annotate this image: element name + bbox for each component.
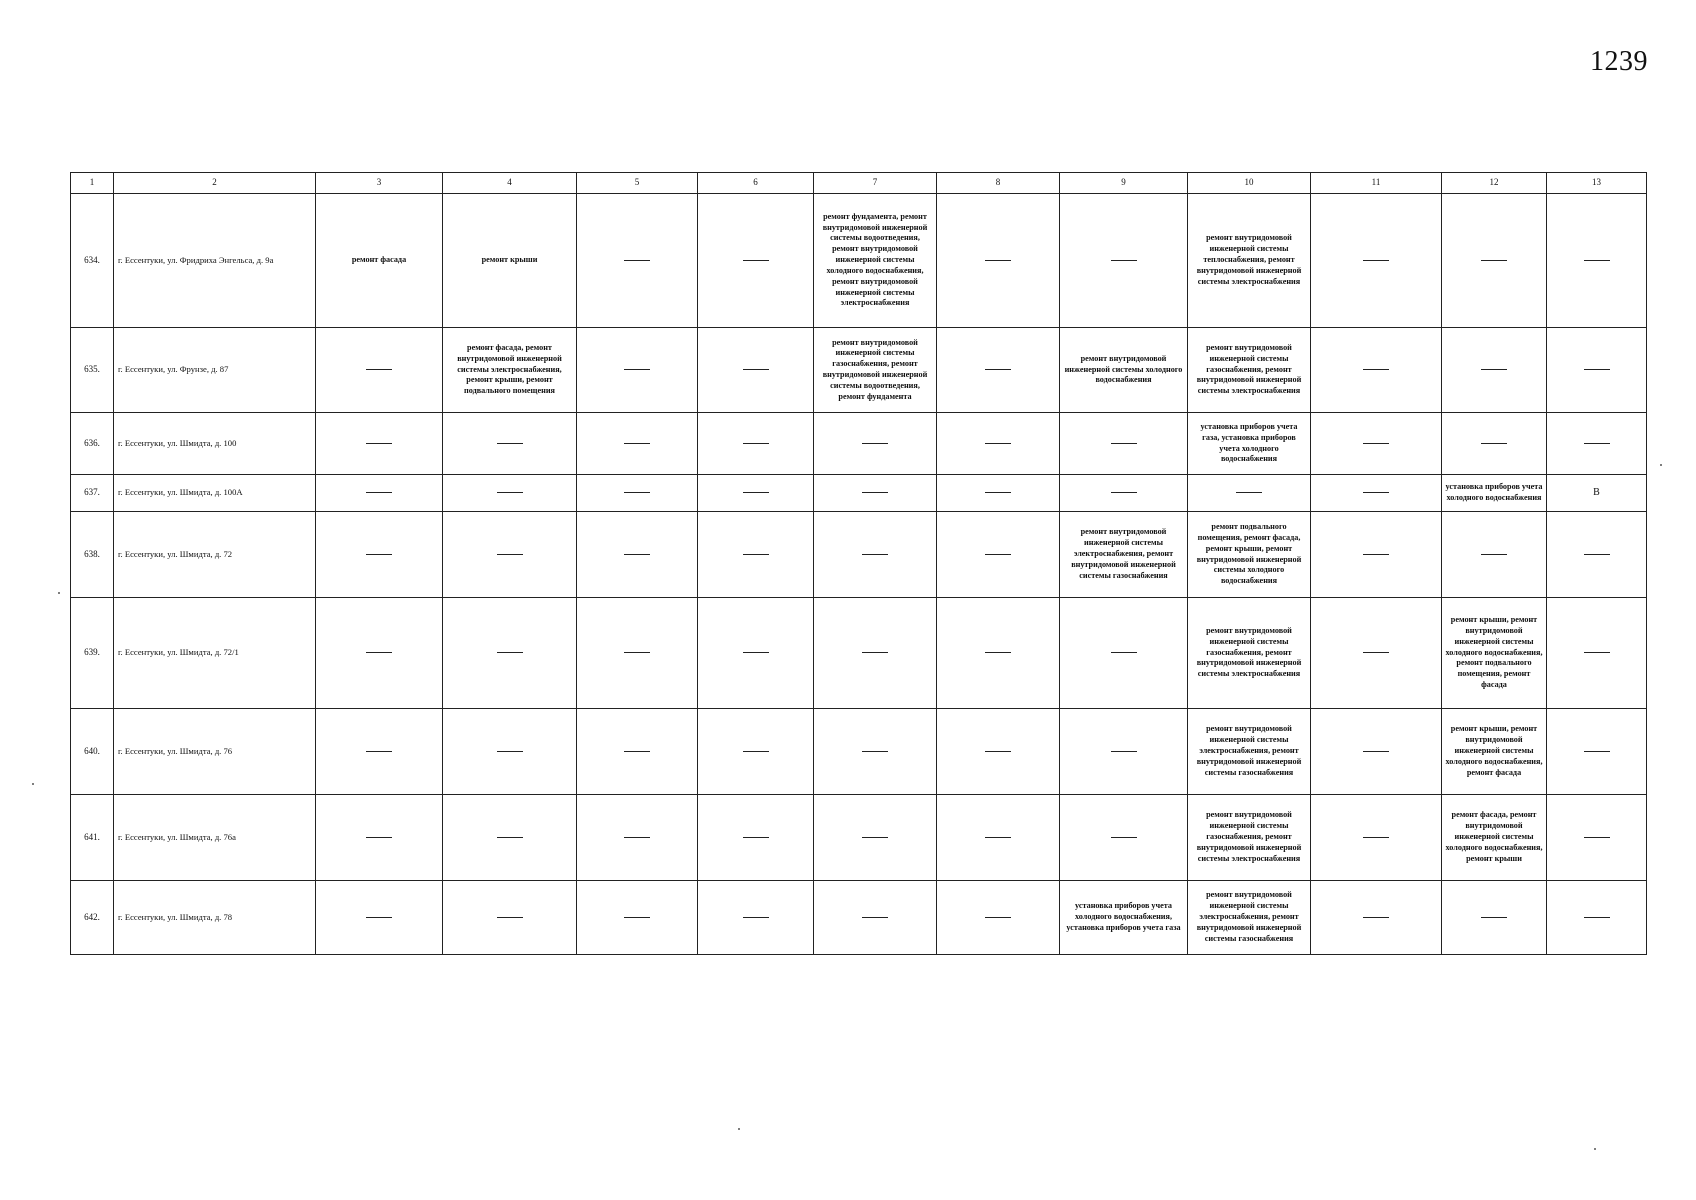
work-type-cell [1442, 475, 1547, 512]
dash-mark [1363, 917, 1389, 918]
empty-dash-cell [814, 512, 937, 598]
column-header-12: 12 [1442, 173, 1547, 194]
empty-dash-cell [1311, 598, 1442, 709]
work-type-text: ремонт внутридомовой инженерной системы газоснабжения, ремонт внутридомовой инженерной системы водоотведения, ремонт фундамента [822, 337, 928, 401]
dash-mark [1481, 443, 1507, 444]
empty-dash-cell [316, 795, 443, 881]
work-type-text: ремонт внутридомовой инженерной системы газоснабжения, ремонт внутридомовой инженерной системы электроснабжения [1196, 342, 1302, 396]
dash-mark [1363, 369, 1389, 370]
dash-mark [743, 554, 769, 555]
dash-mark [497, 443, 523, 444]
work-type-cell [1188, 881, 1311, 955]
work-type-cell [1188, 512, 1311, 598]
dash-mark [497, 917, 523, 918]
work-type-text: ремонт внутридомовой инженерной системы теплоснабжения, ремонт внутридомовой инженерной системы электроснабжения [1196, 233, 1302, 286]
empty-dash-cell [937, 413, 1060, 475]
empty-dash-cell [814, 709, 937, 795]
empty-dash-cell [937, 598, 1060, 709]
empty-dash-cell [698, 475, 814, 512]
empty-dash-cell [577, 413, 698, 475]
empty-dash-cell [1060, 413, 1188, 475]
empty-dash-cell [443, 598, 577, 709]
dash-mark [862, 492, 888, 493]
dash-mark [862, 917, 888, 918]
dash-mark [366, 443, 392, 444]
empty-dash-cell [814, 881, 937, 955]
dash-mark [743, 443, 769, 444]
empty-dash-cell [443, 881, 577, 955]
empty-dash-cell [316, 328, 443, 413]
dash-mark [743, 751, 769, 752]
dash-mark [1111, 492, 1137, 493]
dash-mark [985, 260, 1011, 261]
empty-dash-cell [814, 598, 937, 709]
table-row [71, 475, 1647, 512]
empty-dash-cell [1442, 194, 1547, 328]
column-header-9: 9 [1060, 173, 1188, 194]
column-header-8: 8 [937, 173, 1060, 194]
table-row [71, 709, 1647, 795]
empty-dash-cell [1311, 413, 1442, 475]
work-type-text: установка приборов учета газа, установка приборов учета холодного водоснабжения [1200, 421, 1298, 464]
dash-mark [1363, 554, 1389, 555]
address-cell: г. Ессентуки, ул. Шмидта, д. 100 [114, 413, 316, 475]
table-body [71, 194, 1647, 955]
dash-mark [1481, 554, 1507, 555]
dash-mark [985, 751, 1011, 752]
row-number: 642. [71, 881, 114, 955]
work-type-cell [1060, 328, 1188, 413]
address-cell: г. Ессентуки, ул. Шмидта, д. 72/1 [114, 598, 316, 709]
work-type-text: ремонт крыши [481, 255, 538, 265]
work-type-text: ремонт внутридомовой инженерной системы электроснабжения, ремонт внутридомовой инженерной системы газоснабжения [1071, 527, 1176, 580]
work-type-cell [1188, 795, 1311, 881]
work-type-cell [1547, 475, 1647, 512]
empty-dash-cell [1547, 881, 1647, 955]
column-header-4: 4 [443, 173, 577, 194]
column-header-13: 13 [1547, 173, 1647, 194]
empty-dash-cell [1547, 194, 1647, 328]
empty-dash-cell [1060, 598, 1188, 709]
empty-dash-cell [698, 881, 814, 955]
work-type-text: ремонт фундамента, ремонт внутридомовой инженерной системы водоотведения, ремонт внутридомовой инженерной системы холодного водоснабжения, ремонт внутридомовой инженерной системы электроснабжения [822, 211, 928, 308]
dash-mark [366, 369, 392, 370]
column-header-5: 5 [577, 173, 698, 194]
dash-mark [1584, 751, 1610, 752]
scan-speck [738, 1128, 740, 1130]
work-type-cell [1442, 598, 1547, 709]
work-type-cell [1188, 598, 1311, 709]
empty-dash-cell [577, 512, 698, 598]
dash-mark [1363, 837, 1389, 838]
dash-mark [1481, 917, 1507, 918]
work-type-cell [1188, 194, 1311, 328]
dash-mark [743, 837, 769, 838]
dash-mark [366, 837, 392, 838]
empty-dash-cell [443, 795, 577, 881]
dash-mark [1111, 443, 1137, 444]
dash-mark [985, 837, 1011, 838]
dash-mark [497, 652, 523, 653]
empty-dash-cell [443, 512, 577, 598]
empty-dash-cell [1060, 709, 1188, 795]
empty-dash-cell [937, 795, 1060, 881]
dash-mark [1363, 652, 1389, 653]
dash-mark [1584, 260, 1610, 261]
empty-dash-cell [1311, 881, 1442, 955]
dash-mark [497, 554, 523, 555]
address-cell: г. Ессентуки, ул. Шмидта, д. 76 [114, 709, 316, 795]
empty-dash-cell [577, 709, 698, 795]
row-number: 634. [71, 194, 114, 328]
dash-mark [1363, 443, 1389, 444]
scan-speck [58, 592, 60, 594]
empty-dash-cell [577, 881, 698, 955]
empty-dash-cell [316, 475, 443, 512]
dash-mark [624, 917, 650, 918]
dash-mark [985, 917, 1011, 918]
empty-dash-cell [1442, 413, 1547, 475]
work-type-cell [1188, 413, 1311, 475]
empty-dash-cell [698, 512, 814, 598]
table-row [71, 194, 1647, 328]
dash-mark [743, 260, 769, 261]
empty-dash-cell [316, 512, 443, 598]
empty-dash-cell [443, 475, 577, 512]
dash-mark [624, 837, 650, 838]
dash-mark [624, 652, 650, 653]
address-cell: г. Ессентуки, ул. Фридриха Энгельса, д. 9а [114, 194, 316, 328]
address-cell: г. Ессентуки, ул. Фрунзе, д. 87 [114, 328, 316, 413]
column-header-7: 7 [814, 173, 937, 194]
empty-dash-cell [1442, 328, 1547, 413]
dash-mark [624, 751, 650, 752]
empty-dash-cell [443, 709, 577, 795]
empty-dash-cell [577, 598, 698, 709]
empty-dash-cell [1060, 194, 1188, 328]
empty-dash-cell [1547, 328, 1647, 413]
dash-mark [1584, 652, 1610, 653]
work-type-cell [443, 194, 577, 328]
scan-speck [32, 783, 34, 785]
empty-dash-cell [1311, 512, 1442, 598]
page-number: 1239 [1590, 46, 1648, 77]
dash-mark [862, 837, 888, 838]
dash-mark [624, 443, 650, 444]
work-type-text: В [1593, 487, 1600, 499]
dash-mark [1584, 443, 1610, 444]
empty-dash-cell [1188, 475, 1311, 512]
table-row [71, 413, 1647, 475]
empty-dash-cell [577, 475, 698, 512]
row-number: 641. [71, 795, 114, 881]
empty-dash-cell [937, 475, 1060, 512]
dash-mark [985, 443, 1011, 444]
work-type-text: ремонт внутридомовой инженерной системы газоснабжения, ремонт внутридомовой инженерной системы электроснабжения [1196, 810, 1302, 863]
dash-mark [1584, 837, 1610, 838]
empty-dash-cell [577, 795, 698, 881]
empty-dash-cell [1311, 709, 1442, 795]
work-type-cell [1442, 709, 1547, 795]
empty-dash-cell [698, 709, 814, 795]
column-header-10: 10 [1188, 173, 1311, 194]
empty-dash-cell [1311, 795, 1442, 881]
work-type-text: ремонт крыши, ремонт внутридомовой инженерной системы холодного водоснабжения, ремонт подвального помещения, ремонт фасада [1445, 615, 1543, 690]
empty-dash-cell [937, 512, 1060, 598]
empty-dash-cell [698, 413, 814, 475]
column-header-11: 11 [1311, 173, 1442, 194]
repair-schedule-table-wrapper [70, 172, 1646, 955]
dash-mark [1236, 492, 1262, 493]
dash-mark [985, 492, 1011, 493]
dash-mark [1481, 369, 1507, 370]
work-type-text: установка приборов учета холодного водоснабжения [1445, 482, 1543, 502]
table-row [71, 795, 1647, 881]
row-number: 637. [71, 475, 114, 512]
empty-dash-cell [937, 194, 1060, 328]
empty-dash-cell [1547, 413, 1647, 475]
row-number: 635. [71, 328, 114, 413]
empty-dash-cell [1442, 881, 1547, 955]
empty-dash-cell [316, 709, 443, 795]
dash-mark [1363, 751, 1389, 752]
scan-speck [1594, 1148, 1596, 1150]
dash-mark [862, 443, 888, 444]
empty-dash-cell [1442, 512, 1547, 598]
dash-mark [1481, 260, 1507, 261]
dash-mark [1111, 652, 1137, 653]
work-type-cell [1188, 328, 1311, 413]
dash-mark [743, 917, 769, 918]
work-type-cell [1060, 512, 1188, 598]
address-cell: г. Ессентуки, ул. Шмидта, д. 100А [114, 475, 316, 512]
empty-dash-cell [1547, 598, 1647, 709]
column-number-header-row [71, 173, 1647, 194]
dash-mark [862, 554, 888, 555]
empty-dash-cell [1547, 512, 1647, 598]
work-type-cell [316, 194, 443, 328]
dash-mark [366, 492, 392, 493]
dash-mark [497, 751, 523, 752]
dash-mark [743, 492, 769, 493]
empty-dash-cell [1547, 709, 1647, 795]
dash-mark [985, 369, 1011, 370]
work-type-text: ремонт внутридомовой инженерной системы холодного водоснабжения [1064, 353, 1183, 385]
dash-mark [497, 837, 523, 838]
dash-mark [743, 369, 769, 370]
empty-dash-cell [698, 194, 814, 328]
empty-dash-cell [1311, 328, 1442, 413]
empty-dash-cell [937, 881, 1060, 955]
dash-mark [862, 751, 888, 752]
row-number: 639. [71, 598, 114, 709]
column-header-1: 1 [71, 173, 114, 194]
dash-mark [366, 751, 392, 752]
dash-mark [862, 652, 888, 653]
empty-dash-cell [698, 795, 814, 881]
empty-dash-cell [316, 598, 443, 709]
dash-mark [985, 554, 1011, 555]
dash-mark [1584, 917, 1610, 918]
table-row [71, 881, 1647, 955]
row-number: 638. [71, 512, 114, 598]
work-type-cell [814, 328, 937, 413]
work-type-cell [1060, 881, 1188, 955]
dash-mark [624, 369, 650, 370]
row-number: 636. [71, 413, 114, 475]
dash-mark [624, 554, 650, 555]
dash-mark [366, 652, 392, 653]
dash-mark [1111, 837, 1137, 838]
dash-mark [624, 260, 650, 261]
address-cell: г. Ессентуки, ул. Шмидта, д. 72 [114, 512, 316, 598]
empty-dash-cell [577, 328, 698, 413]
empty-dash-cell [814, 413, 937, 475]
dash-mark [1363, 492, 1389, 493]
table-row [71, 328, 1647, 413]
scan-speck [1660, 464, 1662, 466]
dash-mark [1584, 554, 1610, 555]
empty-dash-cell [937, 709, 1060, 795]
address-cell: г. Ессентуки, ул. Шмидта, д. 76а [114, 795, 316, 881]
work-type-cell [1188, 709, 1311, 795]
empty-dash-cell [1311, 194, 1442, 328]
repair-schedule-table [70, 172, 1647, 955]
dash-mark [497, 492, 523, 493]
empty-dash-cell [937, 328, 1060, 413]
table-row [71, 512, 1647, 598]
dash-mark [1111, 751, 1137, 752]
empty-dash-cell [443, 413, 577, 475]
work-type-text: ремонт фасада, ремонт внутридомовой инженерной системы холодного водоснабжения, ремонт крыши [1445, 810, 1543, 863]
empty-dash-cell [698, 328, 814, 413]
work-type-text: ремонт внутридомовой инженерной системы электроснабжения, ремонт внутридомовой инженерной системы газоснабжения [1196, 724, 1302, 777]
work-type-text: ремонт фасада, ремонт внутридомовой инженерной системы электроснабжения, ремонт крыши, ремонт подвального помещения [457, 342, 562, 396]
empty-dash-cell [316, 881, 443, 955]
column-header-6: 6 [698, 173, 814, 194]
empty-dash-cell [316, 413, 443, 475]
empty-dash-cell [1060, 475, 1188, 512]
dash-mark [1111, 260, 1137, 261]
row-number: 640. [71, 709, 114, 795]
dash-mark [985, 652, 1011, 653]
dash-mark [1363, 260, 1389, 261]
work-type-text: ремонт внутридомовой инженерной системы газоснабжения, ремонт внутридомовой инженерной системы электроснабжения [1196, 625, 1302, 679]
dash-mark [366, 917, 392, 918]
dash-mark [366, 554, 392, 555]
address-cell: г. Ессентуки, ул. Шмидта, д. 78 [114, 881, 316, 955]
work-type-text: ремонт крыши, ремонт внутридомовой инженерной системы холодного водоснабжения, ремонт фасада [1445, 724, 1543, 777]
empty-dash-cell [1547, 795, 1647, 881]
dash-mark [624, 492, 650, 493]
empty-dash-cell [1060, 795, 1188, 881]
empty-dash-cell [698, 598, 814, 709]
column-header-3: 3 [316, 173, 443, 194]
empty-dash-cell [814, 475, 937, 512]
empty-dash-cell [577, 194, 698, 328]
empty-dash-cell [814, 795, 937, 881]
work-type-text: ремонт подвального помещения, ремонт фасада, ремонт крыши, ремонт внутридомовой инженерной системы холодного водоснабжения [1196, 522, 1302, 586]
empty-dash-cell [1311, 475, 1442, 512]
work-type-text: ремонт внутридомовой инженерной системы электроснабжения, ремонт внутридомовой инженерной системы газоснабжения [1196, 890, 1302, 943]
column-header-2: 2 [114, 173, 316, 194]
work-type-text: установка приборов учета холодного водоснабжения, установка приборов учета газа [1066, 901, 1181, 932]
work-type-cell [814, 194, 937, 328]
dash-mark [743, 652, 769, 653]
work-type-cell [1442, 795, 1547, 881]
work-type-cell [443, 328, 577, 413]
table-row [71, 598, 1647, 709]
work-type-text: ремонт фасада [351, 255, 407, 265]
dash-mark [1584, 369, 1610, 370]
